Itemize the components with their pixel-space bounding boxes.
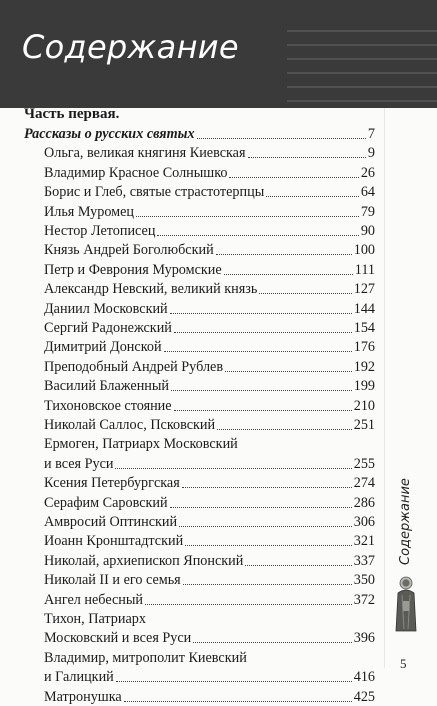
toc-entry-page: 176 xyxy=(353,339,375,356)
toc-entry xyxy=(44,358,375,376)
toc-entry xyxy=(44,571,375,589)
dot-leader xyxy=(179,525,352,527)
dot-leader xyxy=(170,506,352,508)
toc-entry-page: 210 xyxy=(353,397,375,414)
dot-leader xyxy=(174,409,352,411)
toc-entry-label: Василий Блаженный xyxy=(44,378,170,395)
toc-entry-page: 416 xyxy=(353,669,375,686)
toc-entry xyxy=(44,261,375,279)
toc-entry-label: и Галицкий xyxy=(44,669,114,686)
toc-entry-page: 199 xyxy=(353,378,375,395)
toc-entry-label: Димитрий Донской xyxy=(44,339,162,356)
toc-entry-page: 321 xyxy=(353,533,375,550)
toc-entry xyxy=(44,300,375,318)
dot-leader xyxy=(171,389,352,391)
toc-entry xyxy=(44,319,375,337)
toc-entry xyxy=(44,455,375,473)
toc-entry-label: Илья Муромец xyxy=(44,203,135,220)
dot-leader xyxy=(136,215,359,217)
toc-entry xyxy=(44,668,375,686)
toc-entry-label: Владимир Красное Солнышко xyxy=(44,164,228,181)
toc-entry-label: Николай II и его семья xyxy=(44,572,181,589)
toc-entry-page: 79 xyxy=(360,203,375,220)
toc-entry-label: Нестор Летописец xyxy=(44,223,156,239)
dot-leader xyxy=(229,176,358,178)
toc-entry xyxy=(44,144,375,162)
toc-entry-page: 90 xyxy=(360,223,375,239)
dot-leader xyxy=(216,253,352,255)
dot-leader xyxy=(182,486,352,488)
dot-leader xyxy=(193,641,351,643)
toc-entry-page: 350 xyxy=(353,572,375,589)
toc-entry-page: 100 xyxy=(353,242,375,259)
toc-section-entry xyxy=(24,125,375,143)
toc-entry-page: 26 xyxy=(360,164,375,181)
toc-entry-page: 127 xyxy=(353,281,375,298)
dot-leader xyxy=(116,680,352,682)
toc-entry xyxy=(44,688,375,706)
dot-leader xyxy=(225,370,352,372)
dot-leader xyxy=(224,273,353,275)
toc-entry-label: Иоанн Кронштадтский xyxy=(44,533,184,550)
dot-leader xyxy=(266,195,359,197)
toc-entry xyxy=(44,474,375,492)
dot-leader xyxy=(259,292,351,294)
toc-entry-page: 286 xyxy=(353,494,375,511)
page-title: Содержание xyxy=(22,28,239,66)
toc-entry-page: 9 xyxy=(367,145,375,162)
toc-entry xyxy=(44,397,375,415)
toc-entry-label: и всея Руси xyxy=(44,455,114,472)
dot-leader xyxy=(115,467,351,469)
saint-figure-icon xyxy=(393,575,419,633)
toc-entry-label: Николай, архиепископ Японский xyxy=(44,552,244,569)
dot-leader xyxy=(245,564,351,566)
toc-entry-label: Ольга, великая княгиня Киевская xyxy=(44,145,246,162)
toc-entry xyxy=(44,183,375,201)
toc-entry-label: Серафим Саровский xyxy=(44,494,168,511)
toc-entry-page: 306 xyxy=(353,514,375,530)
toc-entry-page: 7 xyxy=(367,126,375,142)
part-heading: Часть первая. xyxy=(24,106,120,122)
toc-entry xyxy=(44,338,375,356)
toc-entry-label: Александр Невский, великий князь xyxy=(44,281,258,298)
dot-leader xyxy=(185,544,352,546)
toc-entry-label: Рассказы о русских святых xyxy=(24,126,195,142)
page-number: 5 xyxy=(400,656,407,671)
toc-entry-page: 337 xyxy=(353,552,375,569)
toc-entry-page: 425 xyxy=(353,688,375,705)
toc-entry-page: 251 xyxy=(353,417,375,433)
toc-entry xyxy=(44,164,375,182)
bleed-through-text xyxy=(287,30,437,102)
toc-entry xyxy=(44,377,375,395)
dot-leader xyxy=(197,137,366,139)
dot-leader xyxy=(164,350,352,352)
toc-entry-label: Амвросий Оптинский xyxy=(44,514,178,530)
toc-entry-label: Сергий Радонежский xyxy=(44,320,172,336)
toc-entry-label: Даниил Московский xyxy=(44,300,168,317)
page-edge-shadow xyxy=(384,108,385,668)
toc-entry-page: 255 xyxy=(353,455,375,472)
toc-entry xyxy=(44,494,375,512)
toc-entry xyxy=(44,203,375,221)
toc-entry xyxy=(44,629,375,647)
toc-entry-label: Князь Андрей Боголюбский xyxy=(44,242,214,259)
toc-entry xyxy=(44,222,375,240)
toc-entry xyxy=(44,416,375,434)
toc-entry-first-line: Владимир, митрополит Киевский xyxy=(44,649,247,666)
toc-entry-label: Московский и всея Руси xyxy=(44,630,192,647)
toc-entry xyxy=(44,552,375,570)
toc-entry-first-line: Тихон, Патриарх xyxy=(44,611,146,627)
dot-leader xyxy=(145,603,352,605)
toc-entry-page: 372 xyxy=(353,591,375,608)
toc-entry-page: 396 xyxy=(353,630,375,647)
toc-entry-label: Борис и Глеб, святые страстотерпцы xyxy=(44,184,265,201)
toc-entry-label: Ангел небесный xyxy=(44,591,143,608)
toc-entry-page: 154 xyxy=(353,320,375,336)
toc-entry xyxy=(44,513,375,531)
dot-leader xyxy=(217,428,352,430)
toc-entry-page: 111 xyxy=(354,261,375,278)
running-section-label: Содержание xyxy=(398,478,413,565)
toc-entry-page: 192 xyxy=(353,358,375,375)
dot-leader xyxy=(183,583,352,585)
toc-entry-page: 274 xyxy=(353,475,375,492)
dot-leader xyxy=(248,156,366,158)
dot-leader xyxy=(170,312,352,314)
toc-entry-label: Матронушка xyxy=(44,688,122,705)
toc-entry-label: Николай Саллос, Псковский xyxy=(44,417,216,433)
toc-entry-label: Ксения Петербургская xyxy=(44,475,180,492)
dot-leader xyxy=(157,234,358,236)
toc-entry xyxy=(44,532,375,550)
toc-entry xyxy=(44,241,375,259)
toc-entry-page: 144 xyxy=(353,300,375,317)
toc-entry-label: Преподобный Андрей Рублев xyxy=(44,358,224,375)
toc-entry xyxy=(44,280,375,298)
toc-entry-first-line: Ермоген, Патриарх Московский xyxy=(44,436,238,453)
toc-entry-page: 64 xyxy=(360,184,375,201)
toc-entry-label: Тихоновское стояние xyxy=(44,397,172,414)
dot-leader xyxy=(174,331,352,333)
toc-entry xyxy=(44,591,375,609)
toc-entry-label: Петр и Феврония Муромские xyxy=(44,261,222,278)
